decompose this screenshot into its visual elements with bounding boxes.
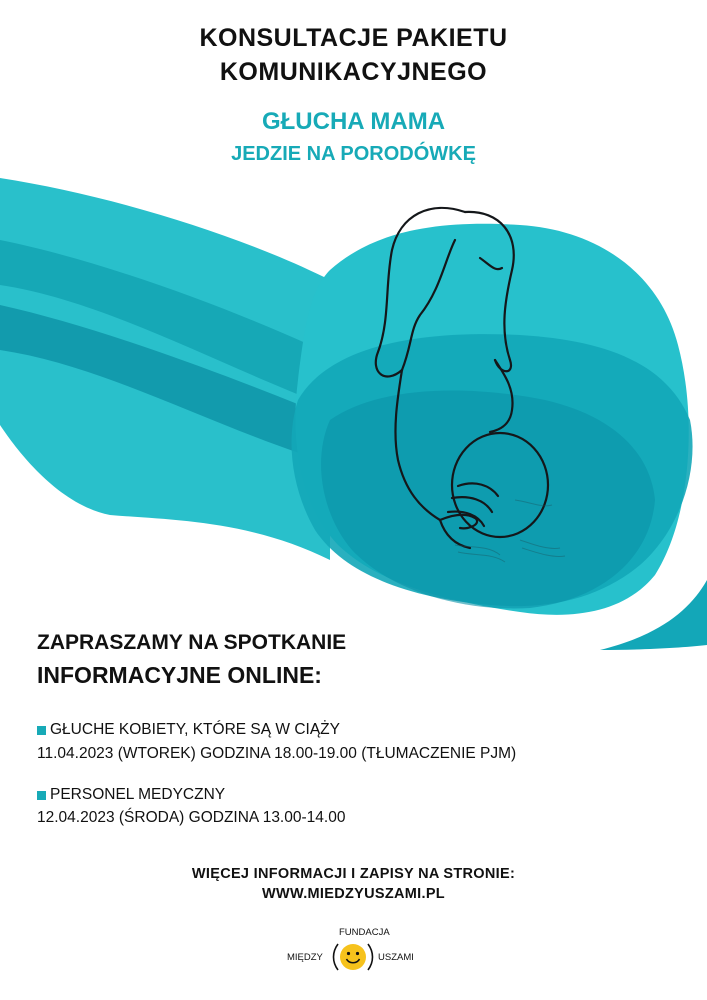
subtitle-line1: GŁUCHA MAMA bbox=[261, 108, 446, 135]
session-audience-1 bbox=[37, 721, 340, 739]
smiley-face-icon bbox=[332, 940, 374, 974]
logo-text-right: USZAMI bbox=[378, 952, 414, 963]
bullet-square-icon bbox=[37, 791, 46, 800]
page-title-line1: KONSULTACJE PAKIETU bbox=[199, 24, 508, 52]
session-audience-label: PERSONEL MEDYCZNY bbox=[50, 786, 226, 803]
session-audience-2 bbox=[37, 786, 225, 804]
logo-text-top: FUNDACJA bbox=[339, 927, 390, 938]
invite-line2: INFORMACYJNE ONLINE: bbox=[37, 662, 322, 688]
subtitle-line2: JEDZIE NA PORODÓWKĘ bbox=[231, 143, 476, 165]
left-wave-shape bbox=[0, 178, 330, 560]
bullet-square-icon bbox=[37, 726, 46, 735]
foundation-logo bbox=[287, 925, 422, 975]
session-details-2: 12.04.2023 (ŚRODA) GODZINA 13.00-14.00 bbox=[37, 809, 346, 826]
more-info-text: WIĘCEJ INFORMACJI I ZAPISY NA STRONIE: bbox=[191, 866, 516, 882]
logo-text-left: MIĘDZY bbox=[287, 952, 323, 963]
page-title-line2: KOMUNIKACYJNEGO bbox=[219, 58, 488, 86]
invite-line1: ZAPRASZAMY NA SPOTKANIE bbox=[37, 631, 347, 654]
session-details-1: 11.04.2023 (WTOREK) GODZINA 18.00-19.00 (TŁUMACZENIE PJM) bbox=[37, 745, 517, 762]
website-link[interactable]: WWW.MIEDZYUSZAMI.PL bbox=[262, 886, 445, 902]
session-audience-label: GŁUCHE KOBIETY, KTÓRE SĄ W CIĄŻY bbox=[50, 721, 340, 738]
